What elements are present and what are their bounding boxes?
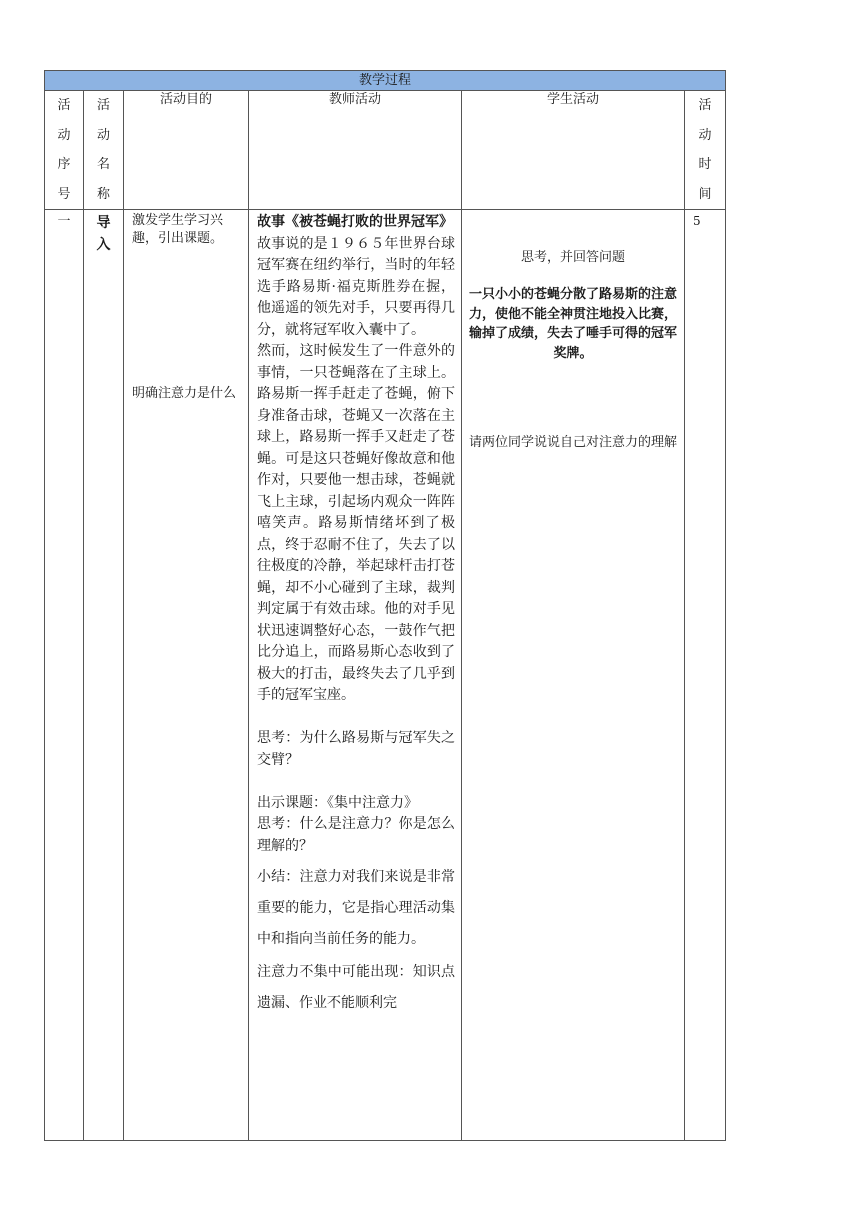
student-answer: 一只小小的苍蝇分散了路易斯的注意力，使他不能全神贯注地投入比赛，输掉了成绩，失去了唾手可得的冠军奖牌。 <box>468 287 677 361</box>
activity-time: 5 <box>685 210 726 1141</box>
header-seq: 活 动 序 号 <box>45 91 84 210</box>
header-student: 学生活动 <box>462 91 685 210</box>
story-title: 故事《被苍蝇打败的世界冠军》 <box>257 214 453 230</box>
header-row <box>45 91 726 210</box>
table-banner: 教学过程 <box>45 71 726 91</box>
story-para-1: 故事说的是１９６５年世界台球冠军赛在纽约举行，当时的年轻选手路易斯·福克斯胜券在握，他遥遥的领先对手，只要再得几分，就将冠军收入囊中了。 <box>257 235 455 338</box>
summary: 小结：注意力对我们来说是非常重要的能力，它是指心理活动集中和指向当前任务的能力。 <box>257 869 455 947</box>
goal-2: 明确注意力是什么 <box>132 386 237 401</box>
student-task-2: 请两位同学说说自己对注意力的理解 <box>468 435 677 450</box>
header-name: 活 动 名 称 <box>84 91 124 210</box>
header-teacher: 教师活动 <box>249 91 462 210</box>
table-row <box>45 210 726 1141</box>
student-task-1: 思考，并回答问题 <box>520 250 625 265</box>
activity-seq: 一 <box>45 210 84 1141</box>
story-para-2: 然而，这时候发生了一件意外的事情，一只苍蝇落在了主球上。路易斯一挥手赶走了苍蝇，俯下身准备击球，苍蝇又一次落在主球上，路易斯一挥手又赶走了苍蝇。可是这只苍蝇好像故意和他作对，只要他一想击球，苍蝇就飞上主球，引起场内观众一阵阵嘻笑声。路易斯情绪坏到了极点，终于忍耐不住了，失去了以往极度的冷静，举起球杆击打苍蝇，却不小心碰到了主球，裁判判定属于有效击球。他的对手见状迅速调整好心态，一鼓作气把比分追上，而路易斯心态收到了极大的打击，最终失去了几乎到手的冠军宝座。 <box>257 343 455 703</box>
teaching-process-table <box>44 70 726 1141</box>
activity-goal <box>124 210 249 1141</box>
student-activity <box>462 210 685 1141</box>
distraction-note: 注意力不集中可能出现：知识点遗漏、作业不能顺利完 <box>257 964 455 1011</box>
question-2: 思考：什么是注意力？你是怎么理解的？ <box>257 816 455 854</box>
header-goal: 活动目的 <box>124 91 249 210</box>
header-time: 活 动 时 间 <box>685 91 726 210</box>
activity-name: 导 入 <box>84 210 124 1141</box>
question-1: 思考：为什么路易斯与冠军失之交臂？ <box>257 730 455 768</box>
goal-1: 激发学生学习兴趣，引出课题。 <box>132 213 224 246</box>
topic-line: 出示课题：《集中注意力》 <box>257 794 418 811</box>
teacher-activity <box>249 210 462 1141</box>
